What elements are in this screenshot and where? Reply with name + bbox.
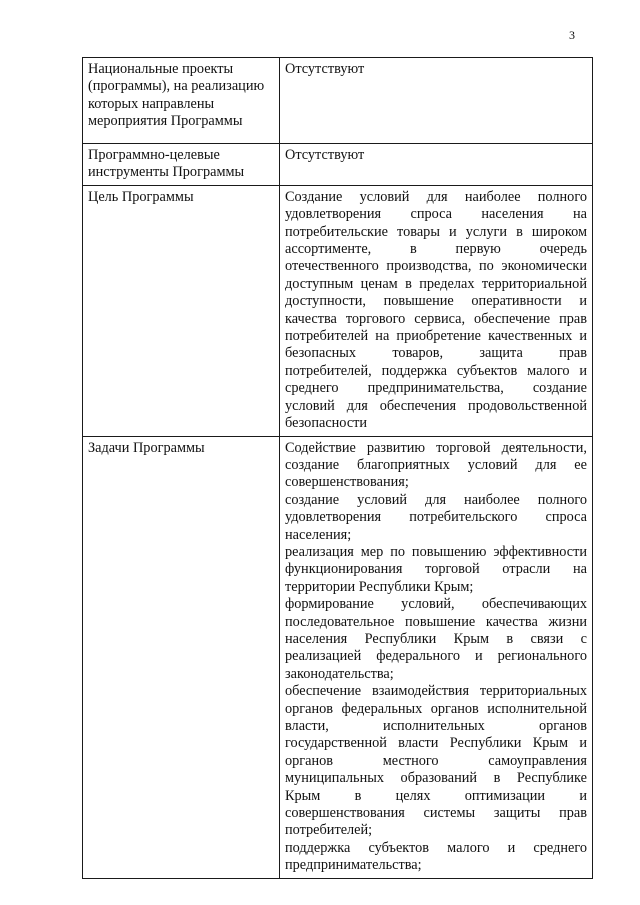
- content-line: государственной власти Республики Крым и: [285, 735, 587, 752]
- content-line: населения Республики Крым в связи с: [285, 630, 587, 647]
- content-line: Создание условий для наиболее полного: [285, 188, 587, 205]
- content-line: среднего предпринимательства, создание: [285, 380, 587, 397]
- content-line: Крым в целях оптимизации и: [285, 787, 587, 804]
- content-line: реализацией федерального и регионального: [285, 648, 587, 665]
- content-line: удовлетворения спроса населения на: [285, 206, 587, 223]
- content-line: законодательства;: [285, 665, 394, 682]
- content-line: потребителей, поддержка субъектов малого и: [285, 362, 587, 379]
- content-line: отечественного производства, по экономически: [285, 258, 587, 275]
- row-content-program-tools: [280, 144, 593, 186]
- content-line: Отсутствуют: [285, 61, 365, 77]
- content-line: реализация мер по повышению эффективности: [285, 543, 587, 560]
- content-line: совершенствования;: [285, 474, 409, 491]
- content-line: власти, исполнительных органов: [285, 718, 587, 734]
- table-row-program-tasks: [83, 436, 593, 878]
- content-line: муниципальных образований в Республике: [285, 770, 587, 787]
- content-line: поддержка субъектов малого и среднего: [285, 839, 587, 856]
- content-line: функционирования торговой отрасли на: [285, 561, 587, 578]
- table-row-program-goal: [83, 185, 593, 436]
- page-number: 3: [569, 28, 575, 42]
- table-row-national-projects: [83, 58, 593, 144]
- content-line: населения;: [285, 526, 352, 543]
- content-line: потребительские товары и услуги в широком: [285, 223, 587, 240]
- content-line: доступности, повышение оперативности и: [285, 293, 587, 310]
- content-line: Отсутствуют: [285, 147, 365, 163]
- content-line: безопасных товаров, защита прав: [285, 345, 587, 362]
- content-line: обеспечение взаимодействия территориальных: [285, 683, 587, 700]
- content-line: формирование условий, обеспечивающих: [285, 596, 587, 613]
- content-line: потребителей;: [285, 822, 373, 839]
- content-line: последовательное повышение качества жизни: [285, 613, 587, 630]
- content-line: создание благоприятных условий для ее: [285, 456, 587, 473]
- row-label-program-tasks: Задачи Программы: [83, 436, 280, 878]
- content-line: удовлетворения потребительского спроса: [285, 509, 587, 526]
- row-content-program-goal: [280, 185, 593, 436]
- content-line: совершенствования системы защиты прав: [285, 805, 587, 822]
- row-label-program-tools: Программно-целевые инструменты Программы: [83, 144, 280, 186]
- row-content-program-tasks: [280, 436, 593, 878]
- content-line: качества торгового сервиса, обеспечение прав: [285, 310, 587, 327]
- content-line: потребителей на приобретение качественных и: [285, 328, 587, 345]
- row-content-national-projects: [280, 58, 593, 144]
- content-line: ассортименте, в первую очередь: [285, 241, 587, 258]
- content-line: предпринимательства;: [285, 857, 422, 874]
- table-row-program-tools: [83, 144, 593, 186]
- content-line: безопасности: [285, 415, 368, 432]
- content-line: доступным ценам в пределах территориальной: [285, 275, 587, 292]
- program-passport-table: [82, 57, 593, 879]
- row-label-program-goal: Цель Программы: [83, 185, 280, 436]
- row-label-national-projects: Национальные проекты (программы), на реализацию которых направлены мероприятия Программы: [83, 58, 280, 144]
- content-line: создание условий для наиболее полного: [285, 491, 587, 508]
- content-line: территории Республики Крым;: [285, 578, 474, 595]
- content-line: условий для обеспечения продовольственной: [285, 397, 587, 414]
- content-line: органов местного самоуправления: [285, 752, 587, 769]
- content-line: Содействие развитию торговой деятельности,: [285, 439, 587, 456]
- content-line: органов федеральных органов исполнительной: [285, 700, 587, 717]
